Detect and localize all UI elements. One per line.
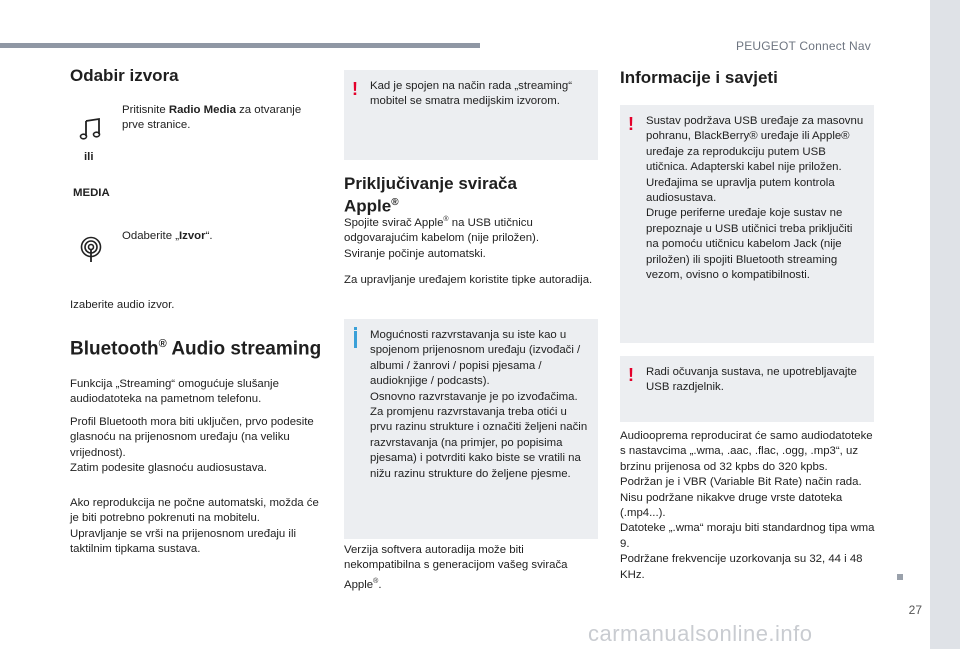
radio-media-label: Radio Media bbox=[168, 104, 236, 116]
apple-paragraph-2: Za upravljanje uređajem koristite tipke autoradija. bbox=[344, 274, 593, 286]
warning-icon: ! bbox=[352, 79, 358, 99]
select-source-instruction bbox=[122, 229, 213, 244]
apple-p1-reg: ® bbox=[443, 216, 449, 223]
bt-paragraph-2: Profil Bluetooth mora biti uključen, prvo podesite glasnoću na prijenosnom uređaju (na veliku vrijednost). Zatim podesite glasnoću audiosustava. bbox=[70, 416, 314, 475]
apple-p3-reg: ® bbox=[373, 577, 379, 585]
bt-heading-reg: ® bbox=[158, 338, 167, 350]
warning-box-splitter bbox=[620, 356, 874, 422]
media-button-label: MEDIA bbox=[73, 187, 110, 199]
radio-media-instruction bbox=[122, 103, 318, 134]
warning-box-streaming bbox=[344, 70, 598, 160]
bt-heading-main: Bluetooth bbox=[70, 338, 159, 360]
info-text-sorting: Mogućnosti razvrstavanja su iste kao u spojenom prijenosnom uređaju (izvođači / albumi / žanrovi / popisi pjesama / audioknjige / podcasts). Osnovno razvrstavanje je po izvođačima. Za promjenu razvrstavanja treba otići u prvu razinu strukture i označiti željeni način razvrstavanja (na primjer, po popisima pjesama) i potvrditi kako biste se vratili na nižu razinu strukture do željene pjesme. bbox=[370, 329, 588, 480]
warning-icon: ! bbox=[628, 365, 634, 385]
warning-text-usb: Sustav podržava USB uređaje za masovnu pohranu, BlackBerry® uređaje ili Apple® uređaje za reprodukciju putem USB utičnica. Adapterski kabel nije priložen. Uređajima se upravlja putem kontrola audiosustava. Druge periferne uređaje koje sustav ne prepoznaje u USB utičnici treba priključiti na pomoću utičnicu kabelom Jack (nije priložen) ili spojiti Bluetooth streaming vezom, ovisno o kompatibilnosti. bbox=[646, 115, 864, 282]
warning-text-splitter: Radi očuvanja sustava, ne upotrebljavajte USB razdjelnik. bbox=[646, 366, 857, 394]
info-icon bbox=[354, 331, 357, 348]
page-edge-strip bbox=[930, 0, 960, 649]
heading-bluetooth-streaming bbox=[70, 338, 321, 360]
apple-p3-pre: Verzija softvera autoradija može biti nekompatibilna s generacijom vašeg svirača Apple bbox=[344, 544, 568, 591]
apple-heading-reg: ® bbox=[391, 197, 399, 208]
warning-text-streaming: Kad je spojen na način rada „streaming“ mobitel se smatra medijskim izvorom. bbox=[370, 80, 572, 108]
page-marker bbox=[897, 574, 903, 580]
choose-audio-source: Izaberite audio izvor. bbox=[70, 299, 175, 311]
apple-paragraph-3 bbox=[344, 543, 594, 593]
or-label: ili bbox=[84, 151, 94, 163]
izvor-label: Izvor bbox=[178, 230, 206, 242]
heading-info-tips: Informacije i savjeti bbox=[620, 68, 778, 87]
radio-text-post: za otvaranje prve stranice. bbox=[122, 104, 302, 132]
bt-paragraph-1: Funkcija „Streaming“ omogućuje slušanje audiodatoteka na pametnom telefonu. bbox=[70, 378, 279, 406]
bt-heading-rest: Audio streaming bbox=[166, 338, 322, 360]
apple-p1-post: na USB utičnicu odgovarajućim kabelom (nije priložen). Sviranje počinje automatski. bbox=[344, 216, 539, 260]
manual-title: PEUGEOT Connect Nav bbox=[736, 39, 871, 53]
warning-box-usb bbox=[620, 105, 874, 343]
header-rule bbox=[0, 43, 480, 48]
apple-p3-post: . bbox=[378, 578, 382, 591]
formats-paragraph: Audiooprema reproducirat će samo audiodatoteke s nastavcima „.wma, .aac, .flac, .ogg, .mp3“, uz brzinu prijenosa od 32 kpbs do 320 kpbs. Podržan je i VBR (Variable Bit Rate) način rada. Nisu podržane nikakve druge vrste datoteka (.mp4...). Datoteke „.wma“ moraju biti standardnog tipa wma 9. Podržane frekvencije uzorkovanja su 32, 44 i 48 KHz. bbox=[620, 430, 875, 581]
radio-text-pre: Pritisnite bbox=[122, 104, 169, 116]
heading-source-select: Odabir izvora bbox=[70, 66, 179, 85]
warning-icon: ! bbox=[628, 114, 634, 134]
page-number: 27 bbox=[908, 603, 922, 617]
radio-source-icon bbox=[77, 235, 105, 263]
info-box-sorting bbox=[344, 319, 598, 539]
watermark: carmanualsonline.info bbox=[588, 621, 813, 646]
izvor-pre: Odaberite „ bbox=[122, 230, 179, 242]
apple-heading-line2: Apple bbox=[344, 196, 392, 216]
izvor-post: “. bbox=[205, 230, 213, 242]
bt-paragraph-3: Ako reprodukcija ne počne automatski, možda će je biti potrebno pokrenuti na mobitelu. Upravljanje se vrši na prijenosnom uređaju ili taktilnim tipkama sustava. bbox=[70, 497, 319, 556]
apple-p1-pre: Spojite svirač Apple bbox=[344, 216, 444, 229]
apple-heading-line1: Priključivanje svirača bbox=[344, 174, 517, 193]
heading-apple-player bbox=[344, 174, 517, 216]
apple-paragraph-1 bbox=[344, 212, 594, 262]
music-note-icon bbox=[79, 117, 103, 141]
info-icon-dot bbox=[354, 327, 357, 330]
